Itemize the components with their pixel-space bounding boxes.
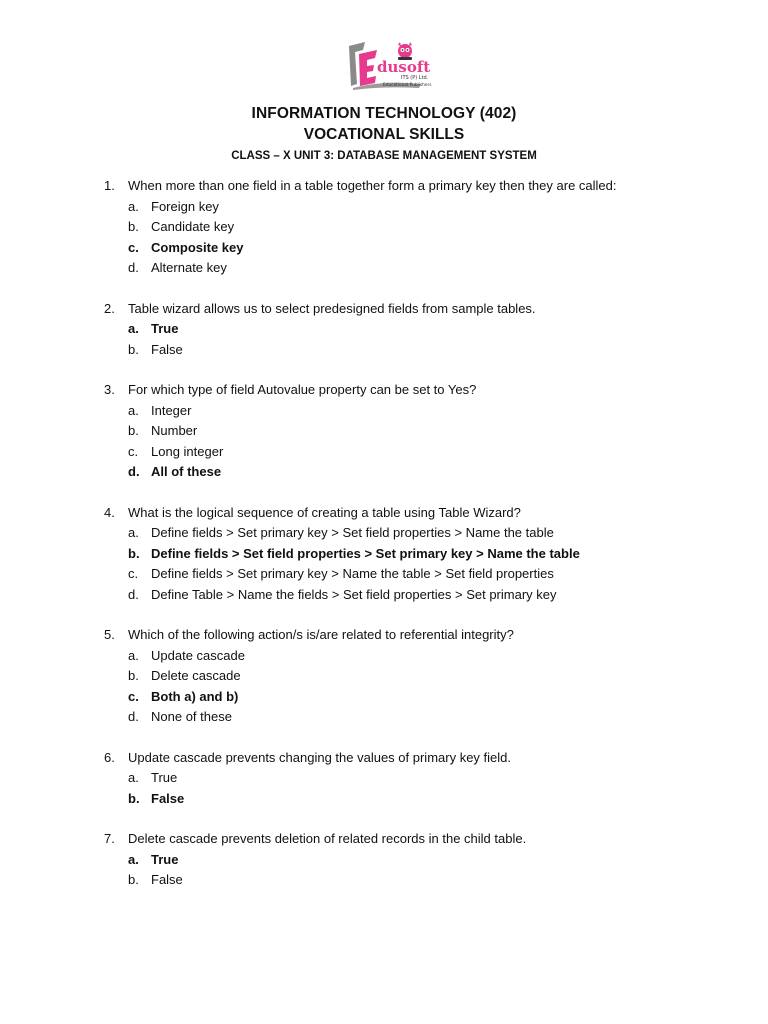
option-item (0, 442, 768, 463)
option-text: Candidate key (151, 219, 235, 234)
option-item-correct (0, 238, 768, 259)
option-letter: b. (128, 341, 139, 357)
option-item-correct (0, 319, 768, 340)
option-letter: c. (128, 688, 139, 704)
option-item (0, 646, 768, 667)
option-item (0, 707, 768, 728)
option-text: Define fields > Set field properties > Set primary key > Name the table (151, 545, 580, 561)
option-item (0, 217, 768, 238)
option-letter: a. (128, 770, 139, 785)
option-letter: a. (128, 198, 139, 214)
option-item (0, 585, 768, 606)
svg-text:dusoft: dusoft (377, 58, 431, 76)
option-text: Define Table > Name the fields > Set field properties > Set primary key (151, 586, 557, 602)
spacer (0, 809, 768, 829)
option-text: True (151, 770, 178, 785)
document-subtitle: VOCATIONAL SKILLS (303, 126, 465, 143)
spacer (0, 728, 768, 748)
option-letter: c. (128, 239, 139, 255)
unit-heading: CLASS – X UNIT 3: DATABASE MANAGEMENT SYSTEM (231, 150, 537, 162)
option-item (0, 666, 768, 687)
question-number: 5. (104, 627, 115, 642)
question-number: 3. (104, 382, 115, 397)
option-text: Update cascade (151, 647, 245, 663)
option-item-correct (0, 789, 768, 810)
option-letter: a. (128, 402, 139, 418)
question-text: Delete cascade prevents deletion of related records in the child table. (128, 831, 527, 846)
question-stem (0, 380, 768, 401)
option-letter: b. (128, 668, 139, 683)
option-text: Define fields > Set primary key > Name the table > Set field properties (151, 566, 554, 581)
option-letter: d. (128, 709, 139, 724)
option-text: Alternate key (151, 260, 227, 275)
option-item (0, 401, 768, 422)
question-stem (0, 829, 768, 850)
document-title: INFORMATION TECHNOLOGY (402) (251, 105, 517, 122)
spacer (0, 605, 768, 625)
question-stem (0, 748, 768, 769)
option-text: Integer (151, 402, 192, 418)
document-header (0, 104, 768, 164)
edusoft-logo (343, 40, 435, 92)
option-letter: c. (128, 566, 139, 581)
question-item (0, 380, 768, 483)
question-text: Which of the following action/s is/are related to referential integrity? (128, 627, 514, 642)
spacer (0, 483, 768, 503)
option-letter: b. (128, 790, 140, 806)
question-number: 4. (104, 504, 115, 520)
question-number: 6. (104, 749, 115, 765)
option-text: False (151, 790, 185, 806)
option-item (0, 197, 768, 218)
question-number: 7. (104, 831, 115, 846)
option-text: Both a) and b) (151, 688, 239, 704)
option-text: True (151, 851, 179, 867)
question-text: For which type of field Autovalue property can be set to Yes? (128, 382, 477, 397)
question-item (0, 748, 768, 810)
option-text: All of these (151, 464, 222, 479)
option-text: False (151, 341, 183, 357)
option-letter: a. (128, 647, 139, 663)
option-item (0, 870, 768, 891)
option-text: Foreign key (151, 198, 219, 214)
question-text: When more than one field in a table together form a primary key then they are called: (128, 178, 617, 193)
question-item (0, 503, 768, 606)
option-letter: b. (128, 872, 139, 887)
spacer (0, 279, 768, 299)
question-text: Update cascade prevents changing the values of primary key field. (128, 749, 511, 765)
svg-text:Educational Publishers: Educational Publishers (383, 83, 432, 88)
option-text: False (151, 872, 183, 887)
option-item (0, 421, 768, 442)
spacer (0, 360, 768, 380)
option-item (0, 523, 768, 544)
option-text: Delete cascade (151, 668, 241, 683)
question-number: 1. (104, 178, 115, 193)
option-item (0, 768, 768, 789)
option-text: Long integer (151, 443, 224, 459)
option-letter: b. (128, 423, 139, 438)
option-item-correct (0, 687, 768, 708)
option-item-correct (0, 850, 768, 871)
option-letter: a. (128, 851, 139, 867)
option-item (0, 340, 768, 361)
option-text: None of these (151, 709, 232, 724)
option-text: Number (151, 423, 198, 438)
svg-text:ITS (P) Ltd.: ITS (P) Ltd. (401, 75, 429, 81)
option-letter: c. (128, 443, 139, 459)
option-letter: b. (128, 219, 139, 234)
question-number: 2. (104, 300, 115, 316)
question-stem (0, 625, 768, 646)
option-item (0, 258, 768, 279)
option-letter: a. (128, 321, 139, 336)
question-list (0, 176, 768, 891)
option-item (0, 564, 768, 585)
option-letter: b. (128, 545, 140, 561)
option-text: Composite key (151, 239, 244, 255)
question-stem (0, 503, 768, 524)
option-letter: d. (128, 586, 139, 602)
option-text: True (151, 321, 179, 336)
question-item (0, 299, 768, 361)
question-stem (0, 299, 768, 320)
question-item (0, 625, 768, 728)
option-letter: a. (128, 525, 139, 540)
question-item (0, 176, 768, 279)
question-text: What is the logical sequence of creating a table using Table Wizard? (128, 504, 521, 520)
option-letter: d. (128, 260, 139, 275)
question-text: Table wizard allows us to select predesigned fields from sample tables. (128, 300, 536, 316)
option-letter: d. (128, 464, 140, 479)
option-text: Define fields > Set primary key > Set field properties > Name the table (151, 525, 554, 540)
option-item-correct (0, 544, 768, 565)
question-item (0, 829, 768, 891)
option-item-correct (0, 462, 768, 483)
question-stem (0, 176, 768, 197)
